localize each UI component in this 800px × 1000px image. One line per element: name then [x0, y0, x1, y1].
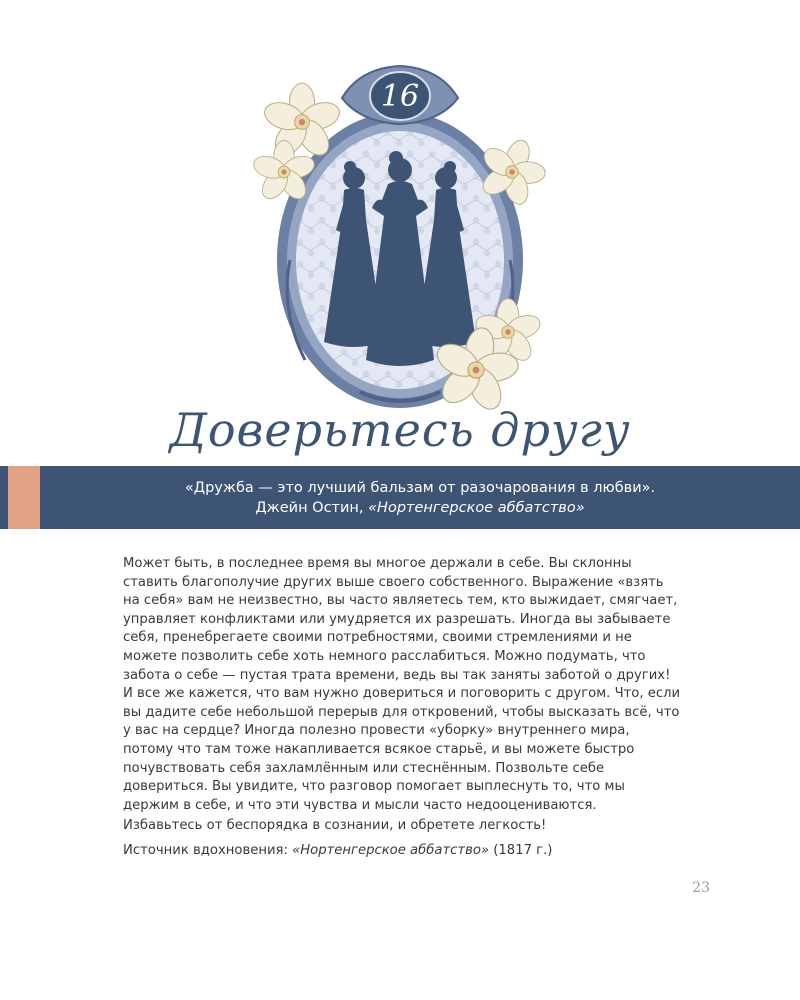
- band-accent: [8, 466, 40, 529]
- quote-band: [0, 466, 800, 529]
- card-title: Доверьтесь другу: [169, 403, 631, 457]
- quote-work: «Нортенгерское аббатство»: [368, 499, 585, 516]
- source-line: [123, 842, 683, 861]
- card-illustration: [250, 60, 550, 420]
- source-work: «Нортенгерское аббатство»: [292, 842, 490, 858]
- quote-attribution: [255, 498, 584, 518]
- three-lady-silhouettes: [324, 151, 476, 366]
- source-label: Источник вдохновения:: [123, 842, 288, 858]
- source-year: (1817 г.): [493, 842, 553, 858]
- body-paragraph: Может быть, в последнее время вы многое держали в себе. Вы склонны ставить благополучие других выше своего собственного. Выражение «взять на себя» вам не неизвестно, вы часто являетесь тем, кто выжидает, смягчает, управляет конфликтами или умудряется их разрешать. Иногда вы забываете себя, пренебрегаете своими потребностями, своими стремлениями и не можете позволить себе хоть немного расслабиться. Можно подумать, что забота о себе — пустая трата времени, ведь вы так заняты заботой о других! И все же кажется, что вам нужно довериться и поговорить с другом. Что, если вы дадите себе небольшой перерыв для откровений, чтобы высказать всё, что у вас на сердце? Иногда полезно провести «уборку» внутреннего мира, потому что там тоже накапливается всякое старьё, и вы можете быстро почувствовать себя захламлённым или стеснённым. Позвольте себе довериться. Вы увидите, что разговор помогает выплеснуть то, что мы держим в себе, и что эти чувства и мысли часто недооцениваются.: [123, 556, 681, 813]
- page-number: 23: [692, 880, 710, 896]
- closing-line: Избавьтесь от беспорядка в сознании, и обретете легкость!: [123, 818, 547, 834]
- epigraph: [40, 466, 800, 529]
- quote-author: Джейн Остин,: [255, 499, 364, 516]
- card-number: 16: [380, 79, 420, 114]
- body-text: [123, 555, 683, 861]
- quote-text: «Дружба — это лучший бальзам от разочарования в любви».: [184, 479, 656, 496]
